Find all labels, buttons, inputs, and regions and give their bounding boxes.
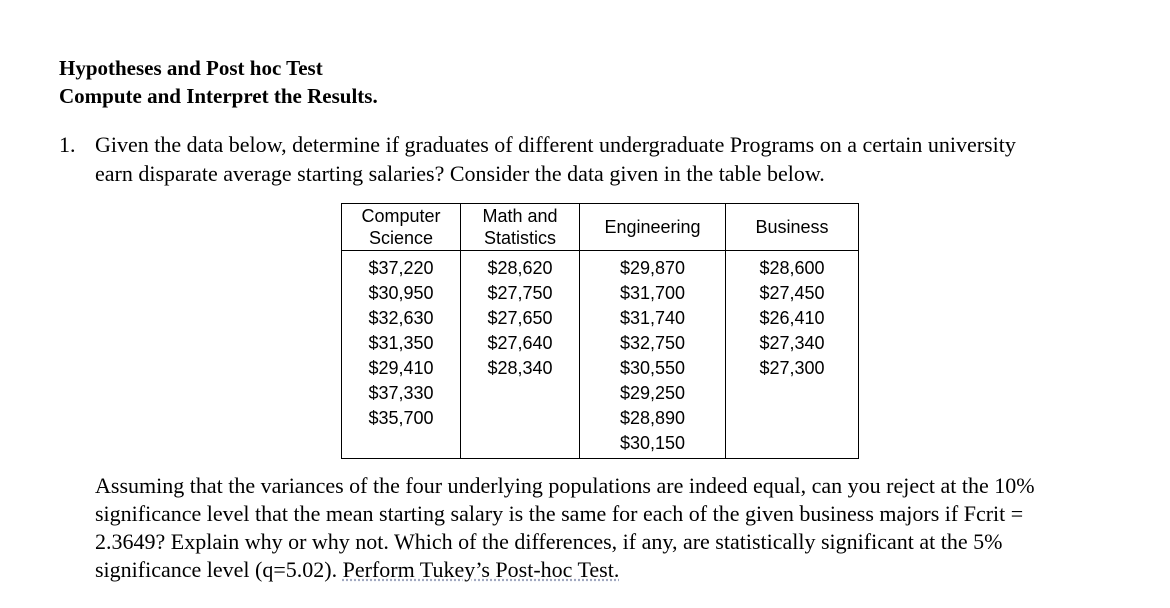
paragraph-last-line	[95, 556, 1135, 584]
question-line: Given the data below, determine if graduates of different undergraduate Programs on a certain university	[95, 132, 1016, 157]
question-text	[95, 130, 1135, 188]
column-business	[726, 251, 859, 459]
question-number: 1.	[59, 132, 76, 157]
salary-cell: $28,600	[759, 258, 825, 278]
tukey-instruction: Perform Tukey’s Post-hoc Test.	[342, 557, 620, 582]
salary-cell: $30,150	[619, 433, 686, 453]
header-text: Business	[755, 217, 829, 237]
salary-cell: $29,870	[619, 258, 686, 278]
header-business	[726, 204, 859, 251]
column-math-statistics	[461, 251, 580, 459]
title-line-1: Hypotheses and Post hoc Test	[59, 56, 323, 80]
salary-cell: $31,700	[619, 283, 686, 303]
salary-cell: $31,350	[368, 333, 434, 353]
paragraph-line: significance level that the mean starting salary is the same for each of the given business majors if Fcrit =	[95, 501, 1024, 526]
header-text: Computer	[361, 206, 441, 226]
salary-cell: $28,340	[487, 358, 553, 378]
salary-cell: $37,330	[368, 383, 434, 403]
salary-cell: $32,630	[368, 308, 434, 328]
column-computer-science	[342, 251, 461, 459]
paragraph-line: 2.3649? Explain why or why not. Which of the differences, if any, are statistically significant at the 5%	[95, 529, 1003, 554]
salary-table	[341, 203, 859, 459]
salary-cell: $37,220	[368, 258, 434, 278]
salary-cell: $27,340	[759, 333, 825, 353]
header-text: Statistics	[483, 228, 557, 248]
paragraph-line: Assuming that the variances of the four underlying populations are indeed equal, can you reject at the 10%	[95, 473, 1035, 498]
instructions-paragraph	[95, 472, 1135, 584]
salary-cell: $28,890	[619, 408, 686, 428]
header-computer-science	[342, 204, 461, 251]
header-math-statistics	[461, 204, 580, 251]
question-line: earn disparate average starting salaries? Consider the data given in the table below.	[95, 161, 825, 186]
salary-cell: $27,650	[487, 308, 553, 328]
column-engineering	[580, 251, 726, 459]
header-text: Science	[368, 228, 434, 248]
salary-cell: $32,750	[619, 333, 686, 353]
header-text: Math and	[482, 206, 558, 226]
salary-cell: $27,450	[759, 283, 825, 303]
salary-cell: $27,750	[487, 283, 553, 303]
salary-cell: $30,950	[368, 283, 434, 303]
salary-cell: $27,640	[487, 333, 553, 353]
salary-cell: $26,410	[759, 308, 825, 328]
header-text: Engineering	[604, 217, 701, 237]
salary-cell: $35,700	[368, 408, 434, 428]
header-engineering	[580, 204, 726, 251]
salary-cell: $29,250	[619, 383, 686, 403]
salary-cell: $31,740	[619, 308, 686, 328]
title-line-2: Compute and Interpret the Results.	[59, 84, 378, 108]
paragraph-last-line-start: significance level (q=5.02).	[95, 557, 343, 582]
salary-cell: $27,300	[759, 358, 825, 378]
salary-cell: $28,620	[487, 258, 553, 278]
salary-cell: $30,550	[619, 358, 686, 378]
salary-cell: $29,410	[368, 358, 434, 378]
